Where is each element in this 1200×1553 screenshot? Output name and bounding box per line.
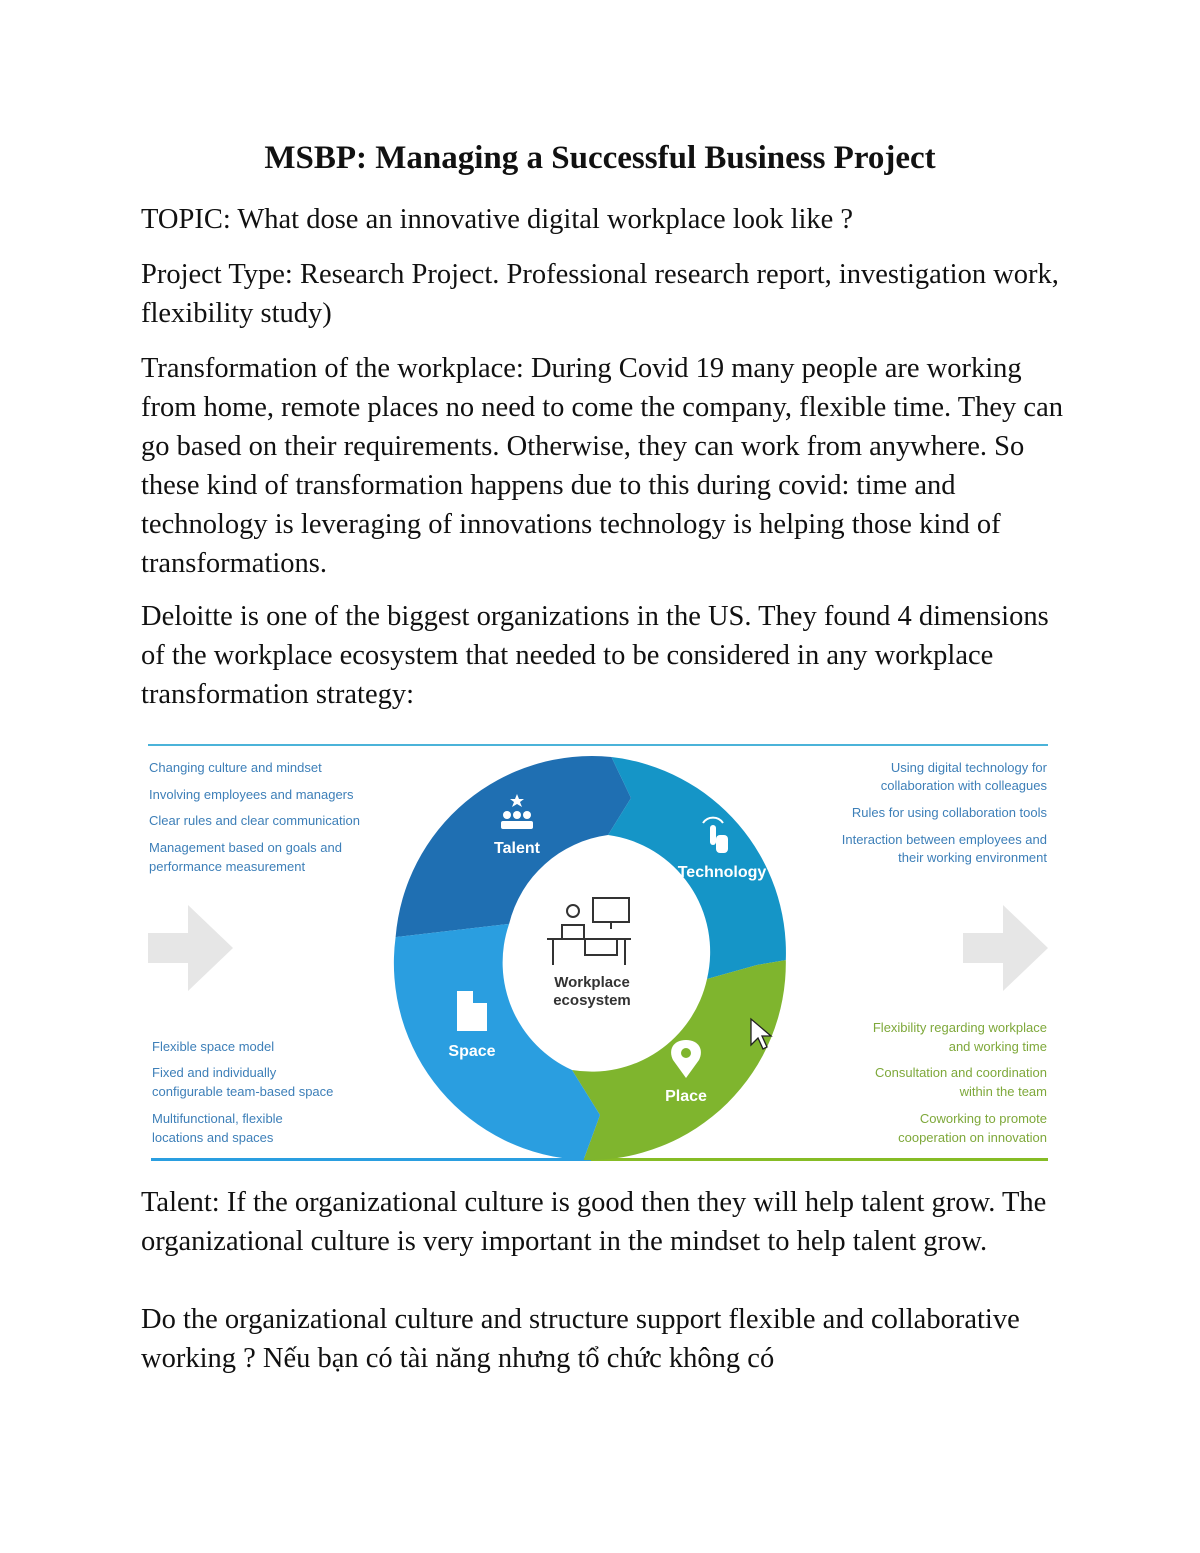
bottom-rule-blue: [151, 1158, 591, 1161]
project-type-paragraph: Project Type: Research Project. Professional research report, investigation work, flexibility study): [141, 259, 1059, 329]
workplace-ecosystem-figure: [145, 743, 1050, 1163]
place-note: within the team: [959, 1084, 1047, 1099]
bottom-rule-green: [591, 1158, 1048, 1161]
technology-note: their working environment: [898, 850, 1047, 865]
space-note: configurable team-based space: [152, 1084, 334, 1099]
place-note: and working time: [948, 1039, 1047, 1054]
talent-notes: [149, 760, 360, 874]
question-paragraph: Do the organizational culture and structure support flexible and collaborative working ? Nếu bạn có tài năng nhưng tổ chức không có: [141, 1304, 1020, 1374]
technology-note: collaboration with colleagues: [880, 778, 1047, 793]
top-rule: [148, 744, 1048, 746]
space-note: locations and spaces: [152, 1130, 274, 1145]
place-note: Consultation and coordination: [874, 1065, 1047, 1080]
space-label: Space: [448, 1043, 496, 1060]
document-title: MSBP: Managing a Successful Business Project: [264, 140, 936, 176]
talent-note: Management based on goals and: [149, 840, 342, 855]
deloitte-paragraph: Deloitte is one of the biggest organizations in the US. They found 4 dimensions of the workplace ecosystem that needed to be considered in any workplace transformation strategy:: [141, 601, 1049, 710]
space-note: Fixed and individually: [152, 1065, 277, 1080]
technology-note: Interaction between employees and: [841, 832, 1047, 847]
center-label-ecosystem: ecosystem: [553, 992, 631, 1009]
technology-label: Technology: [677, 864, 767, 881]
right-arrow-icon: [963, 905, 1048, 991]
space-note: Multifunctional, flexible: [152, 1111, 283, 1126]
talent-label: Talent: [494, 840, 540, 857]
talent-paragraph: Talent: If the organizational culture is good then they will help talent grow. The organizational culture is very important in the mindset to help talent grow.: [141, 1187, 1047, 1257]
place-note: cooperation on innovation: [898, 1130, 1047, 1145]
place-label: Place: [665, 1088, 707, 1105]
space-note: Flexible space model: [152, 1039, 275, 1054]
left-arrow-icon: [148, 905, 233, 991]
topic-paragraph: TOPIC: What dose an innovative digital workplace look like ?: [141, 204, 854, 235]
place-note: Flexibility regarding workplace: [872, 1020, 1047, 1035]
talent-note: Involving employees and managers: [149, 787, 354, 802]
technology-note: Rules for using collaboration tools: [851, 805, 1047, 820]
place-notes: [873, 1020, 1047, 1145]
talent-note: performance measurement: [149, 859, 306, 874]
talent-note: Changing culture and mindset: [149, 760, 322, 775]
transformation-paragraph: Transformation of the workplace: During Covid 19 many people are working from home, remote places no need to come the company, flexible time. They can go based on their requirements. Otherwise, they can work from anywhere. So these kind of transformation happens due to this during covid: time and technology is leveraging of innovations technology is helping those kind of transformations.: [141, 353, 1063, 579]
technology-notes: [842, 760, 1048, 865]
space-notes: [152, 1039, 333, 1145]
talent-note: Clear rules and clear communication: [149, 813, 360, 828]
place-note: Coworking to promote: [919, 1111, 1047, 1126]
center-label-workplace: Workplace: [554, 974, 630, 991]
technology-note: Using digital technology for: [890, 760, 1047, 775]
